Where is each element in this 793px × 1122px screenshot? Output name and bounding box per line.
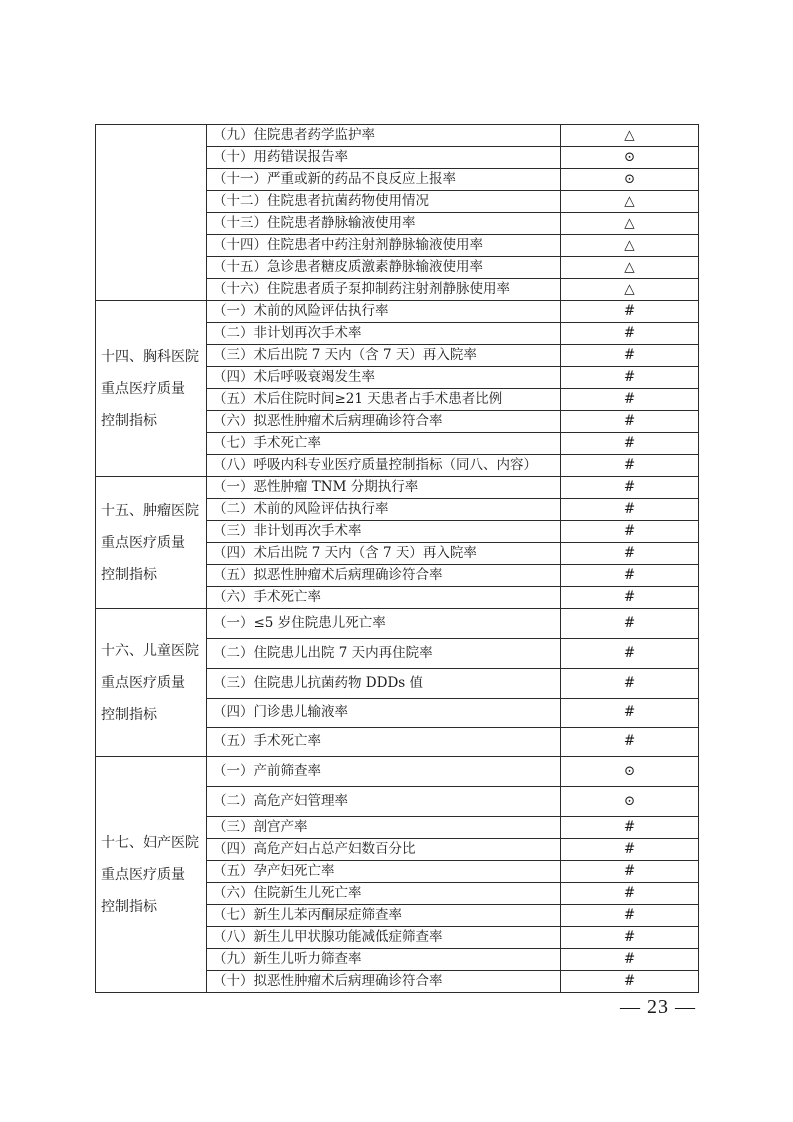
indicator-name-cell: （六）手术死亡率	[207, 587, 561, 609]
indicator-name-cell: （八）呼吸内科专业医疗质量控制指标（同八、内容）	[207, 455, 561, 477]
indicator-name-cell: （九）新生儿听力筛查率	[207, 949, 561, 971]
indicator-name-cell: （二）住院患儿出院 7 天内再住院率	[207, 639, 561, 669]
indicator-mark-cell: ⊙	[561, 169, 699, 191]
indicator-name-cell: （一）≤5 岁住院患儿死亡率	[207, 609, 561, 639]
indicator-name-cell: （十三）住院患者静脉输液使用率	[207, 213, 561, 235]
category-title-line: 十六、儿童医院	[101, 642, 199, 659]
table-row	[96, 609, 699, 639]
indicator-table-body	[96, 125, 699, 993]
indicator-name-cell: （三）术后出院 7 天内（含 7 天）再入院率	[207, 345, 561, 367]
indicator-name-cell: （一）产前筛查率	[207, 757, 561, 787]
indicator-name-cell: （十）拟恶性肿瘤术后病理确诊符合率	[207, 971, 561, 993]
category-line-gap	[101, 396, 206, 414]
indicator-mark-cell: #	[561, 411, 699, 433]
indicator-mark-cell: △	[561, 279, 699, 301]
indicator-mark-cell: #	[561, 699, 699, 728]
category-title-line: 重点医疗质量	[101, 674, 185, 691]
category-line-gap	[101, 690, 206, 708]
category-title-line: 十四、胸科医院	[101, 348, 199, 365]
indicator-mark-cell: #	[561, 728, 699, 757]
indicator-name-cell: （六）住院新生儿死亡率	[207, 883, 561, 905]
indicator-name-cell: （五）孕产妇死亡率	[207, 861, 561, 883]
indicator-mark-cell: ⊙	[561, 787, 699, 817]
indicator-name-cell: （十二）住院患者抗菌药物使用情况	[207, 191, 561, 213]
category-title-line: 控制指标	[101, 898, 157, 915]
indicator-mark-cell: #	[561, 839, 699, 861]
category-title-line: 十五、肿瘤医院	[101, 502, 199, 519]
table-row	[96, 477, 699, 499]
category-cell	[96, 125, 207, 301]
category-line-gap	[101, 518, 206, 536]
indicator-name-cell: （二）高危产妇管理率	[207, 787, 561, 817]
indicator-name-cell: （四）术后呼吸衰竭发生率	[207, 367, 561, 389]
indicator-mark-cell: #	[561, 389, 699, 411]
category-title-line: 重点医疗质量	[101, 380, 185, 397]
indicator-mark-cell: △	[561, 125, 699, 147]
indicator-mark-cell: #	[561, 433, 699, 455]
indicator-mark-cell: #	[561, 477, 699, 499]
indicator-mark-cell: #	[561, 455, 699, 477]
category-line-gap	[101, 850, 206, 868]
indicator-mark-cell: △	[561, 235, 699, 257]
indicator-name-cell: （十五）急诊患者糖皮质激素静脉输液使用率	[207, 257, 561, 279]
category-title-line: 十七、妇产医院	[101, 834, 199, 851]
category-title-line: 重点医疗质量	[101, 534, 185, 551]
indicator-name-cell: （十一）严重或新的药品不良反应上报率	[207, 169, 561, 191]
indicator-mark-cell: #	[561, 883, 699, 905]
indicator-name-cell: （九）住院患者药学监护率	[207, 125, 561, 147]
category-title-line: 控制指标	[101, 706, 157, 723]
indicator-mark-cell: #	[561, 949, 699, 971]
indicator-mark-cell: △	[561, 213, 699, 235]
indicator-name-cell: （六）拟恶性肿瘤术后病理确诊符合率	[207, 411, 561, 433]
indicator-mark-cell: #	[561, 565, 699, 587]
category-line-gap	[101, 882, 206, 900]
indicator-mark-cell: #	[561, 639, 699, 669]
indicator-name-cell: （三）住院患儿抗菌药物 DDDs 值	[207, 669, 561, 699]
indicator-name-cell: （七）新生儿苯丙酮尿症筛查率	[207, 905, 561, 927]
indicator-mark-cell: △	[561, 191, 699, 213]
indicator-mark-cell: ⊙	[561, 147, 699, 169]
indicator-name-cell: （四）高危产妇占总产妇数百分比	[207, 839, 561, 861]
indicator-name-cell: （五）拟恶性肿瘤术后病理确诊符合率	[207, 565, 561, 587]
indicator-name-cell: （三）非计划再次手术率	[207, 521, 561, 543]
category-line-gap	[101, 658, 206, 676]
category-line-gap	[101, 364, 206, 382]
indicator-mark-cell: #	[561, 543, 699, 565]
indicator-name-cell: （八）新生儿甲状腺功能减低症筛查率	[207, 927, 561, 949]
indicator-name-cell: （十）用药错误报告率	[207, 147, 561, 169]
table-row	[96, 301, 699, 323]
table-row	[96, 125, 699, 147]
category-line-gap	[101, 550, 206, 568]
indicator-mark-cell: #	[561, 345, 699, 367]
category-title-line: 重点医疗质量	[101, 866, 185, 883]
indicator-name-cell: （二）非计划再次手术率	[207, 323, 561, 345]
indicator-mark-cell: #	[561, 609, 699, 639]
indicator-name-cell: （四）术后出院 7 天内（含 7 天）再入院率	[207, 543, 561, 565]
indicator-mark-cell: ⊙	[561, 757, 699, 787]
indicator-mark-cell: #	[561, 521, 699, 543]
category-cell	[96, 609, 207, 757]
indicator-mark-cell: #	[561, 669, 699, 699]
indicator-mark-cell: #	[561, 587, 699, 609]
indicator-mark-cell: #	[561, 971, 699, 993]
indicator-name-cell: （五）术后住院时间≥21 天患者占手术患者比例	[207, 389, 561, 411]
indicator-mark-cell: #	[561, 927, 699, 949]
indicator-name-cell: （四）门诊患儿输液率	[207, 699, 561, 728]
indicator-name-cell: （五）手术死亡率	[207, 728, 561, 757]
category-cell	[96, 477, 207, 609]
indicator-name-cell: （十六）住院患者质子泵抑制药注射剂静脉使用率	[207, 279, 561, 301]
page-number: — 23 —	[620, 996, 696, 1018]
category-title-line: 控制指标	[101, 412, 157, 429]
indicator-mark-cell: #	[561, 367, 699, 389]
category-cell	[96, 757, 207, 993]
indicator-mark-cell: #	[561, 905, 699, 927]
indicator-mark-cell: #	[561, 499, 699, 521]
indicator-mark-cell: #	[561, 817, 699, 839]
indicator-table	[95, 124, 699, 993]
indicator-name-cell: （七）手术死亡率	[207, 433, 561, 455]
category-title-line: 控制指标	[101, 566, 157, 583]
category-cell	[96, 301, 207, 477]
table-row	[96, 757, 699, 787]
indicator-mark-cell: #	[561, 323, 699, 345]
indicator-name-cell: （一）术前的风险评估执行率	[207, 301, 561, 323]
indicator-mark-cell: #	[561, 861, 699, 883]
indicator-name-cell: （三）剖宫产率	[207, 817, 561, 839]
indicator-name-cell: （一）恶性肿瘤 TNM 分期执行率	[207, 477, 561, 499]
indicator-mark-cell: △	[561, 257, 699, 279]
indicator-name-cell: （十四）住院患者中药注射剂静脉输液使用率	[207, 235, 561, 257]
indicator-mark-cell: #	[561, 301, 699, 323]
indicator-name-cell: （二）术前的风险评估执行率	[207, 499, 561, 521]
